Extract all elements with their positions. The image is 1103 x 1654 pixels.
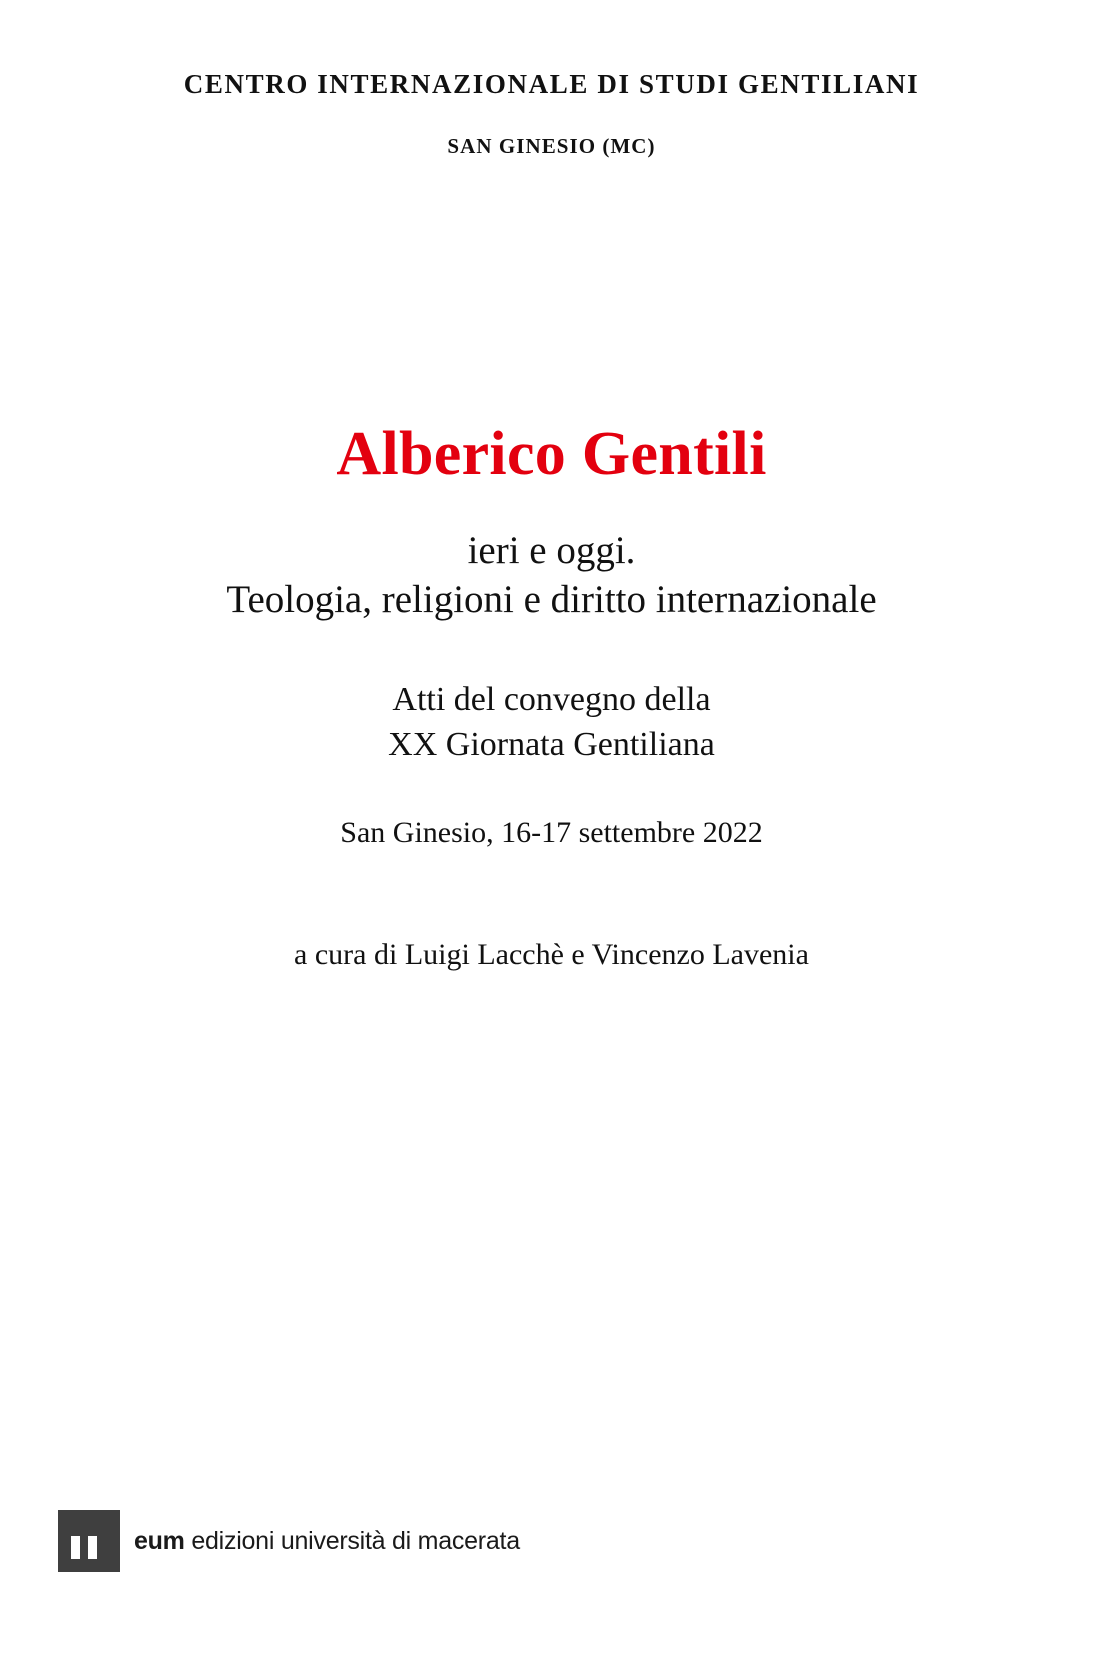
title-block (0, 421, 1103, 972)
publisher-footer (58, 1510, 520, 1572)
publisher-brand: eum (134, 1526, 185, 1555)
institution-name: CENTRO INTERNAZIONALE DI STUDI GENTILIANI (183, 69, 920, 99)
proceedings-line-1: Atti del convegno della (392, 680, 711, 718)
publisher-full-name: edizioni università di macerata (184, 1526, 520, 1555)
cover-header (0, 68, 1103, 159)
book-main-title: Alberico Gentili (336, 420, 767, 489)
book-subtitle (0, 526, 1103, 624)
eum-logo-icon (58, 1510, 120, 1572)
logo-bridge-shape (71, 1530, 97, 1536)
conference-place-date: San Ginesio, 16-17 settembre 2022 (340, 816, 763, 850)
publisher-name (134, 1527, 520, 1556)
proceedings-info (0, 677, 1103, 769)
proceedings-line-2: XX Giornata Gentiliana (388, 726, 715, 764)
institution-city: SAN GINESIO (MC) (447, 134, 656, 159)
book-subtitle-line-2: Teologia, religioni e diritto internazionale (226, 578, 877, 622)
editors-credit: a cura di Luigi Lacchè e Vincenzo Lavenia (294, 938, 809, 972)
book-subtitle-line-1: ieri e oggi. (467, 529, 636, 573)
